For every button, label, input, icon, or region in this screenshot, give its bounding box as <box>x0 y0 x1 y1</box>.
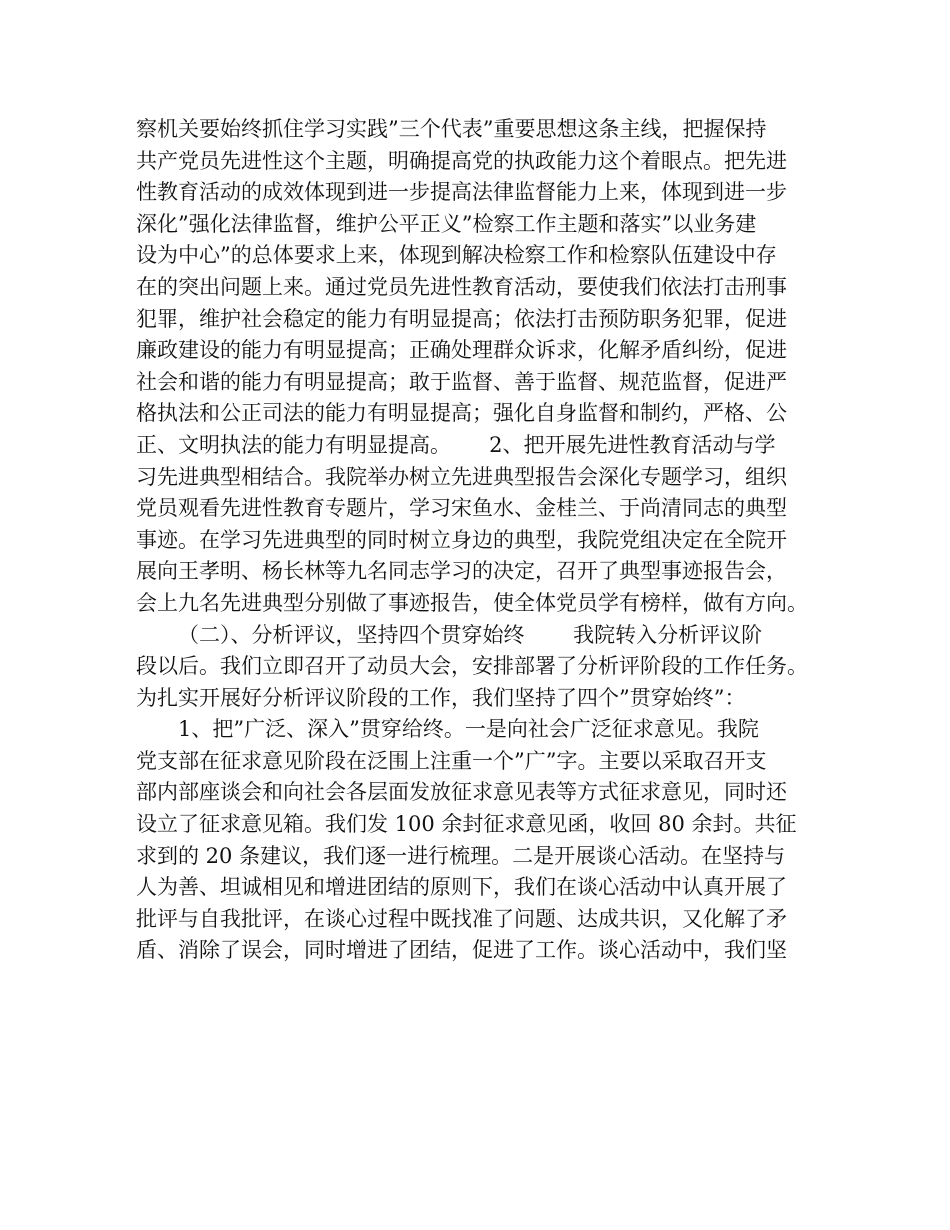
text-line: 社会和谐的能力有明显提高；敢于监督、善于监督、规范监督，促进严 <box>136 369 787 394</box>
text-line: 廉政建设的能力有明显提高；正确处理群众诉求，化解矛盾纠纷，促进 <box>136 338 787 363</box>
text-line: 展向王孝明、杨长林等九名同志学习的决定，召开了典型事迹报告会， <box>136 559 787 584</box>
text-line: 设为中心”的总体要求上来，体现到解决检察工作和检察队伍建设中存 <box>136 243 777 268</box>
text-line: 事迹。在学习先进典型的同时树立身边的典型，我院党组决定在全院开 <box>136 527 787 552</box>
section-heading-line: （二）、分析评议，坚持四个贯穿始终 我院转入分析评议阶 <box>178 622 763 647</box>
text-line: 为扎实开展好分析评议阶段的工作，我们坚持了四个”贯穿始终”： <box>136 685 746 710</box>
text-line: 党员观看先进性教育专题片，学习宋鱼水、金桂兰、于尚清同志的典型 <box>136 496 787 521</box>
text-line: 深化”强化法律监督，维护公平正义”检察工作主题和落实”以业务建 <box>136 211 757 236</box>
text-line: 共产党员先进性这个主题，明确提高党的执政能力这个着眼点。把先进 <box>136 148 787 173</box>
text-line: 盾、消除了误会，同时增进了团结，促进了工作。谈心活动中，我们坚 <box>136 938 787 963</box>
text-line: 犯罪，维护社会稳定的能力有明显提高；依法打击预防职务犯罪，促进 <box>136 306 787 331</box>
text-line: 求到的 20 条建议，我们逐一进行梳理。二是开展谈心活动。在坚持与 <box>136 843 786 868</box>
text-line: 党支部在征求意见阶段在泛围上注重一个”广”字。主要以采取召开支 <box>136 748 767 773</box>
text-line: 段以后。我们立即召开了动员大会，安排部署了分析评阶段的工作任务。 <box>136 654 808 679</box>
document-body <box>136 114 826 967</box>
text-line: 习先进典型相结合。我院举办树立先进典型报告会深化专题学习，组织 <box>136 464 787 489</box>
text-line: 批评与自我批评，在谈心过程中既找准了问题、达成共识，又化解了矛 <box>136 906 787 931</box>
text-line: 正、文明执法的能力有明显提高。 2、把开展先进性教育活动与学 <box>136 432 776 457</box>
text-line: 会上九名先进典型分别做了事迹报告，使全体党员学有榜样，做有方向。 <box>136 590 808 615</box>
text-line: 设立了征求意见箱。我们发 100 余封征求意见函，收回 80 余封。共征 <box>136 812 797 837</box>
text-line: 性教育活动的成效体现到进一步提高法律监督能力上来，体现到进一步 <box>136 180 787 205</box>
text-line: 人为善、坦诚相见和增进团结的原则下，我们在谈心活动中认真开展了 <box>136 875 787 900</box>
paragraph-start-line: 1、把”广泛、深入”贯穿给终。一是向社会广泛征求意见。我院 <box>178 717 759 742</box>
text-line: 在的突出问题上来。通过党员先进性教育活动，要使我们依法打击刑事 <box>136 274 787 299</box>
text-line: 察机关要始终抓住学习实践”三个代表”重要思想这条主线，把握保持 <box>136 117 767 141</box>
text-line: 部内部座谈会和向社会各层面发放征求意见表等方式征求意见，同时还 <box>136 780 787 805</box>
text-line: 格执法和公正司法的能力有明显提高；强化自身监督和制约，严格、公 <box>136 401 787 426</box>
